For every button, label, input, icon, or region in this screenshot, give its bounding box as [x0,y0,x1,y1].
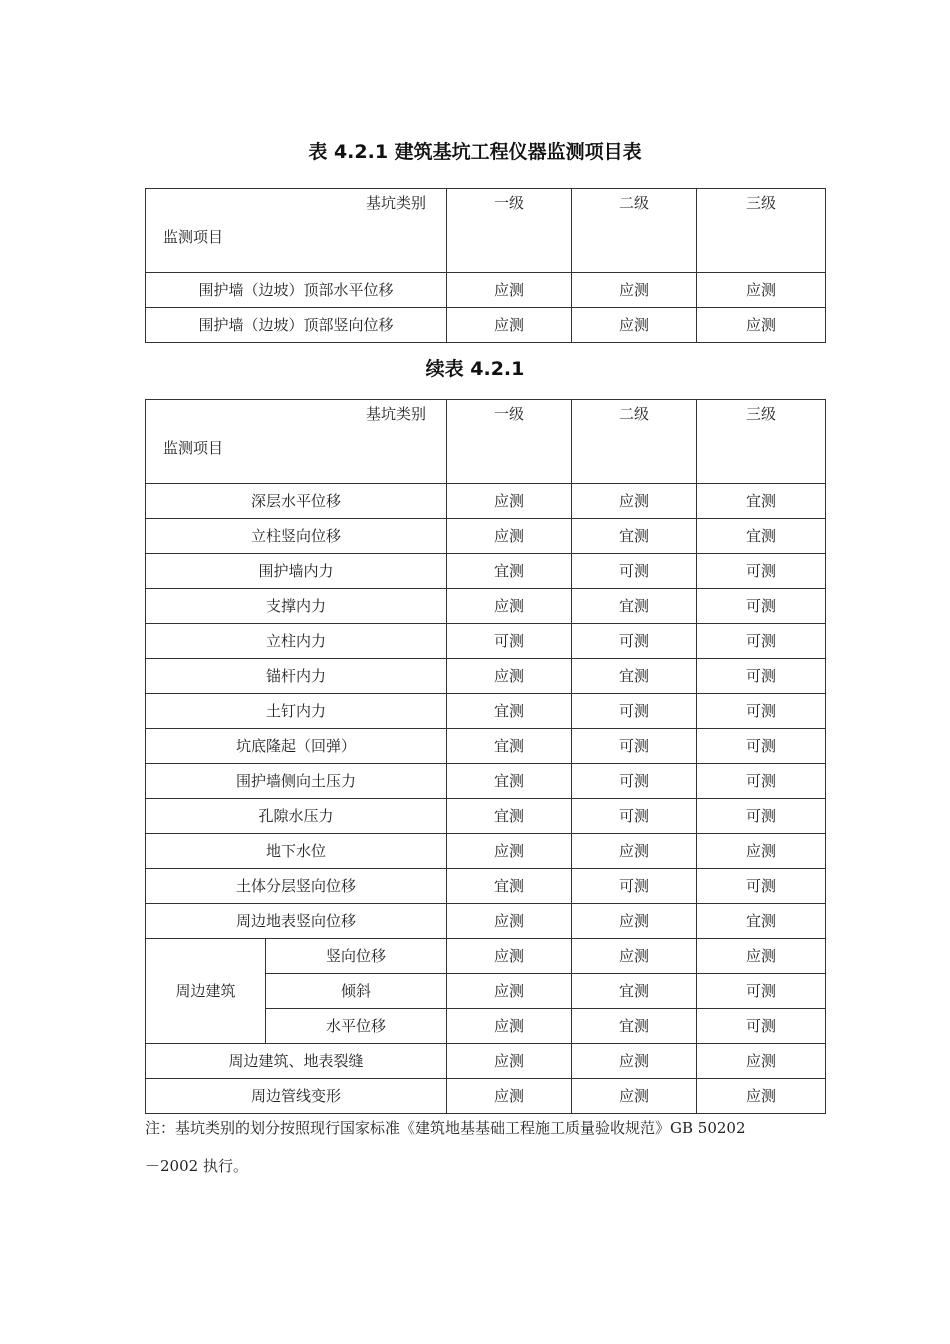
value-cell: 宜测 [572,589,697,624]
value-cell: 应测 [447,904,572,939]
header-item-label: 监测项目 [163,439,224,457]
table-row [146,764,826,799]
value-cell: 可测 [572,799,697,834]
table-body [146,189,826,343]
header-diagonal-cell [146,189,447,273]
header-diagonal-cell [146,400,447,484]
value-cell: 可测 [697,624,826,659]
value-cell: 可测 [572,554,697,589]
table-row [146,519,826,554]
value-cell: 宜测 [572,1009,697,1044]
item-cell: 支撑内力 [146,589,447,624]
value-cell: 应测 [572,834,697,869]
value-cell: 可测 [697,729,826,764]
value-cell: 可测 [697,974,826,1009]
value-cell: 宜测 [447,799,572,834]
table-row [146,834,826,869]
value-cell: 可测 [572,764,697,799]
value-cell: 可测 [697,589,826,624]
value-cell: 应测 [572,939,697,974]
value-cell: 可测 [697,659,826,694]
item-cell: 周边地表竖向位移 [146,904,447,939]
item-cell: 周边管线变形 [146,1079,447,1114]
table-row [146,273,826,308]
value-cell: 应测 [697,308,826,343]
value-cell: 应测 [447,659,572,694]
table-row [146,1044,826,1079]
sub-item-cell: 倾斜 [266,974,447,1009]
item-cell: 围护墙（边坡）顶部竖向位移 [146,308,447,343]
header-category-label: 基坑类别 [365,405,426,423]
item-cell: 周边建筑、地表裂缝 [146,1044,447,1079]
header-item-label: 监测项目 [163,228,224,246]
value-cell: 宜测 [697,484,826,519]
value-cell: 可测 [697,869,826,904]
table-row [146,589,826,624]
table-row [146,554,826,589]
item-cell: 坑底隆起（回弹） [146,729,447,764]
value-cell: 应测 [447,834,572,869]
value-cell: 可测 [697,764,826,799]
value-cell: 应测 [447,484,572,519]
value-cell: 应测 [697,834,826,869]
monitoring-table-continued [145,399,826,1114]
value-cell: 可测 [572,729,697,764]
value-cell: 宜测 [447,729,572,764]
value-cell: 应测 [447,1009,572,1044]
footnote-line-2: －2002 执行。 [145,1157,248,1175]
value-cell: 应测 [447,1079,572,1114]
table-row [146,624,826,659]
value-cell: 应测 [697,1044,826,1079]
item-cell: 围护墙（边坡）顶部水平位移 [146,273,447,308]
table-row [146,869,826,904]
value-cell: 应测 [447,273,572,308]
item-cell: 深层水平位移 [146,484,447,519]
value-cell: 应测 [572,1044,697,1079]
item-cell: 土钉内力 [146,694,447,729]
value-cell: 可测 [572,869,697,904]
header-level-3: 三级 [697,189,826,273]
sub-item-cell: 竖向位移 [266,939,447,974]
table-row [146,694,826,729]
value-cell: 应测 [572,904,697,939]
table-row [146,1079,826,1114]
value-cell: 应测 [697,1079,826,1114]
value-cell: 应测 [697,939,826,974]
footnote-line-1: 注：基坑类别的划分按照现行国家标准《建筑地基基础工程施工质量验收规范》GB 50202 [145,1119,746,1137]
item-cell: 锚杆内力 [146,659,447,694]
value-cell: 应测 [697,273,826,308]
value-cell: 可测 [572,694,697,729]
header-category-label: 基坑类别 [365,194,426,212]
value-cell: 宜测 [447,869,572,904]
header-level-1: 一级 [447,189,572,273]
value-cell: 应测 [572,308,697,343]
value-cell: 可测 [697,799,826,834]
value-cell: 可测 [697,1009,826,1044]
value-cell: 宜测 [447,694,572,729]
value-cell: 应测 [447,1044,572,1079]
value-cell: 宜测 [572,974,697,1009]
value-cell: 宜测 [447,554,572,589]
value-cell: 可测 [697,554,826,589]
table-row [146,904,826,939]
value-cell: 宜测 [447,764,572,799]
monitoring-table [145,188,826,343]
item-cell: 围护墙内力 [146,554,447,589]
value-cell: 应测 [447,939,572,974]
value-cell: 应测 [572,273,697,308]
table-row [146,484,826,519]
table-row [146,799,826,834]
value-cell: 宜测 [572,659,697,694]
header-row [146,189,826,273]
table-row [146,939,826,974]
value-cell: 应测 [447,974,572,1009]
value-cell: 宜测 [697,904,826,939]
header-level-2: 二级 [572,400,697,484]
value-cell: 应测 [572,484,697,519]
table-body [146,400,826,1114]
value-cell: 应测 [447,308,572,343]
header-level-2: 二级 [572,189,697,273]
sub-item-cell: 水平位移 [266,1009,447,1044]
header-level-3: 三级 [697,400,826,484]
table-row [146,308,826,343]
value-cell: 应测 [447,589,572,624]
item-cell: 土体分层竖向位移 [146,869,447,904]
table-row [146,729,826,764]
value-cell: 可测 [572,624,697,659]
table-title: 表 4.2.1 建筑基坑工程仪器监测项目表 [308,141,642,163]
item-cell: 围护墙侧向土压力 [146,764,447,799]
value-cell: 可测 [447,624,572,659]
value-cell: 可测 [697,694,826,729]
header-level-1: 一级 [447,400,572,484]
value-cell: 宜测 [572,519,697,554]
table-row [146,659,826,694]
item-cell: 孔隙水压力 [146,799,447,834]
header-row [146,400,826,484]
value-cell: 应测 [447,519,572,554]
item-cell: 地下水位 [146,834,447,869]
continued-table-title: 续表 4.2.1 [425,358,525,380]
group-label-cell: 周边建筑 [146,939,266,1044]
item-cell: 立柱竖向位移 [146,519,447,554]
value-cell: 宜测 [697,519,826,554]
value-cell: 应测 [572,1079,697,1114]
item-cell: 立柱内力 [146,624,447,659]
